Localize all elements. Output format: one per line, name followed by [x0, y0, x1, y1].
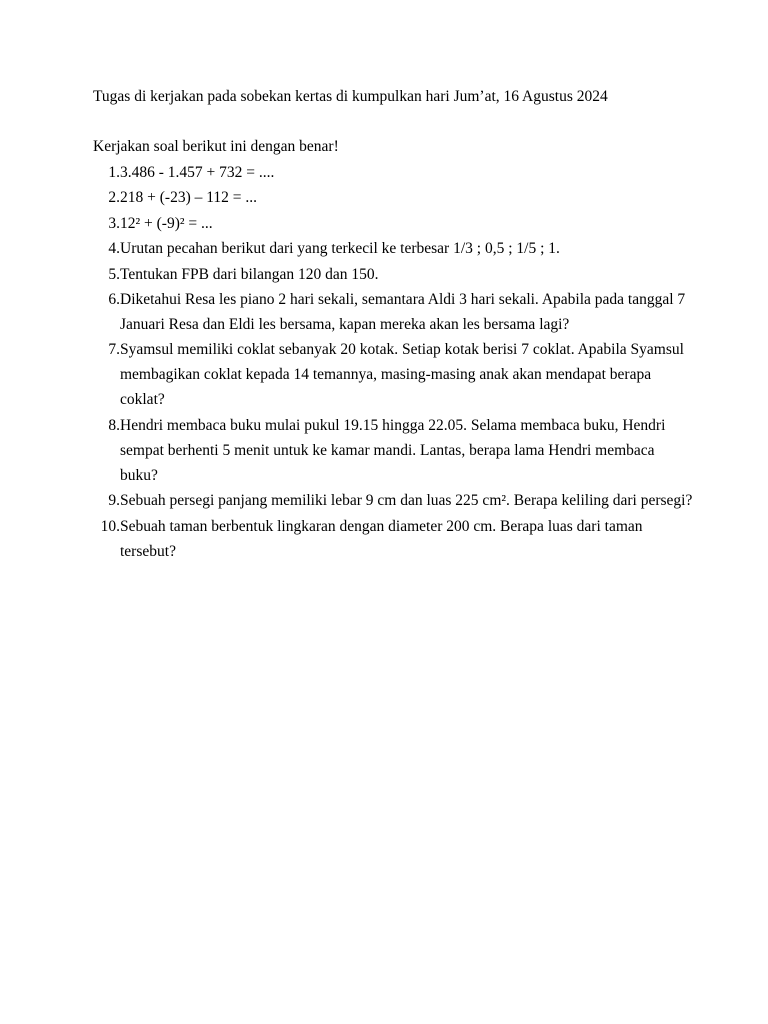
question-item: [93, 287, 693, 337]
question-number: 4.: [108, 240, 120, 258]
question-text: Hendri membaca buku mulai pukul 19.15 hingga 22.05. Selama membaca buku, Hendri sempat berhenti 5 menit untuk ke kamar mandi. Lantas, berapa lama Hendri membaca buku?: [120, 416, 666, 484]
question-text: Tentukan FPB dari bilangan 120 dan 150.: [120, 265, 379, 283]
question-item: [93, 488, 693, 513]
question-item: [93, 211, 693, 236]
question-number: 7.: [108, 341, 120, 359]
question-number: 2.: [108, 189, 120, 207]
question-number: 9.: [108, 492, 120, 510]
question-item: [93, 236, 693, 261]
question-text: Syamsul memiliki coklat sebanyak 20 kotak. Setiap kotak berisi 7 coklat. Apabila Syamsul membagikan coklat kepada 14 temannya, masing-masing anak akan mendapat berapa coklat?: [120, 341, 684, 409]
assignment-note: Tugas di kerjakan pada sobekan kertas di kumpulkan hari Jum’at, 16 Agustus 2024: [93, 88, 608, 105]
question-number: 8.: [108, 416, 120, 434]
question-number: 3.: [108, 214, 120, 232]
question-item: [93, 185, 693, 210]
question-number: 5.: [108, 265, 120, 283]
question-list: [93, 160, 693, 564]
question-text: Sebuah persegi panjang memiliki lebar 9 cm dan luas 225 cm². Berapa keliling dari persegi?: [120, 492, 693, 510]
question-text: Diketahui Resa les piano 2 hari sekali, semantara Aldi 3 hari sekali. Apabila pada tanggal 7 Januari Resa dan Eldi les bersama, kapan mereka akan les bersama lagi?: [120, 290, 686, 333]
question-number: 1.: [108, 164, 120, 181]
question-item: [93, 262, 693, 287]
question-text: 3.486 - 1.457 + 732 = ....: [120, 164, 275, 181]
question-text: 12² + (-9)² = ...: [120, 214, 213, 232]
question-text: 218 + (-23) – 112 = ...: [120, 189, 258, 207]
question-number: 6.: [108, 290, 120, 308]
question-text: Sebuah taman berbentuk lingkaran dengan diameter 200 cm. Berapa luas dari taman tersebut?: [120, 517, 643, 560]
question-item: [93, 160, 693, 185]
instruction-text: Kerjakan soal berikut ini dengan benar!: [93, 138, 339, 155]
question-item: [93, 514, 693, 564]
question-text: Urutan pecahan berikut dari yang terkecil ke terbesar 1/3 ; 0,5 ; 1/5 ; 1.: [120, 240, 560, 258]
question-number: 10.: [100, 517, 120, 535]
question-item: [93, 337, 693, 412]
question-item: [93, 413, 693, 488]
